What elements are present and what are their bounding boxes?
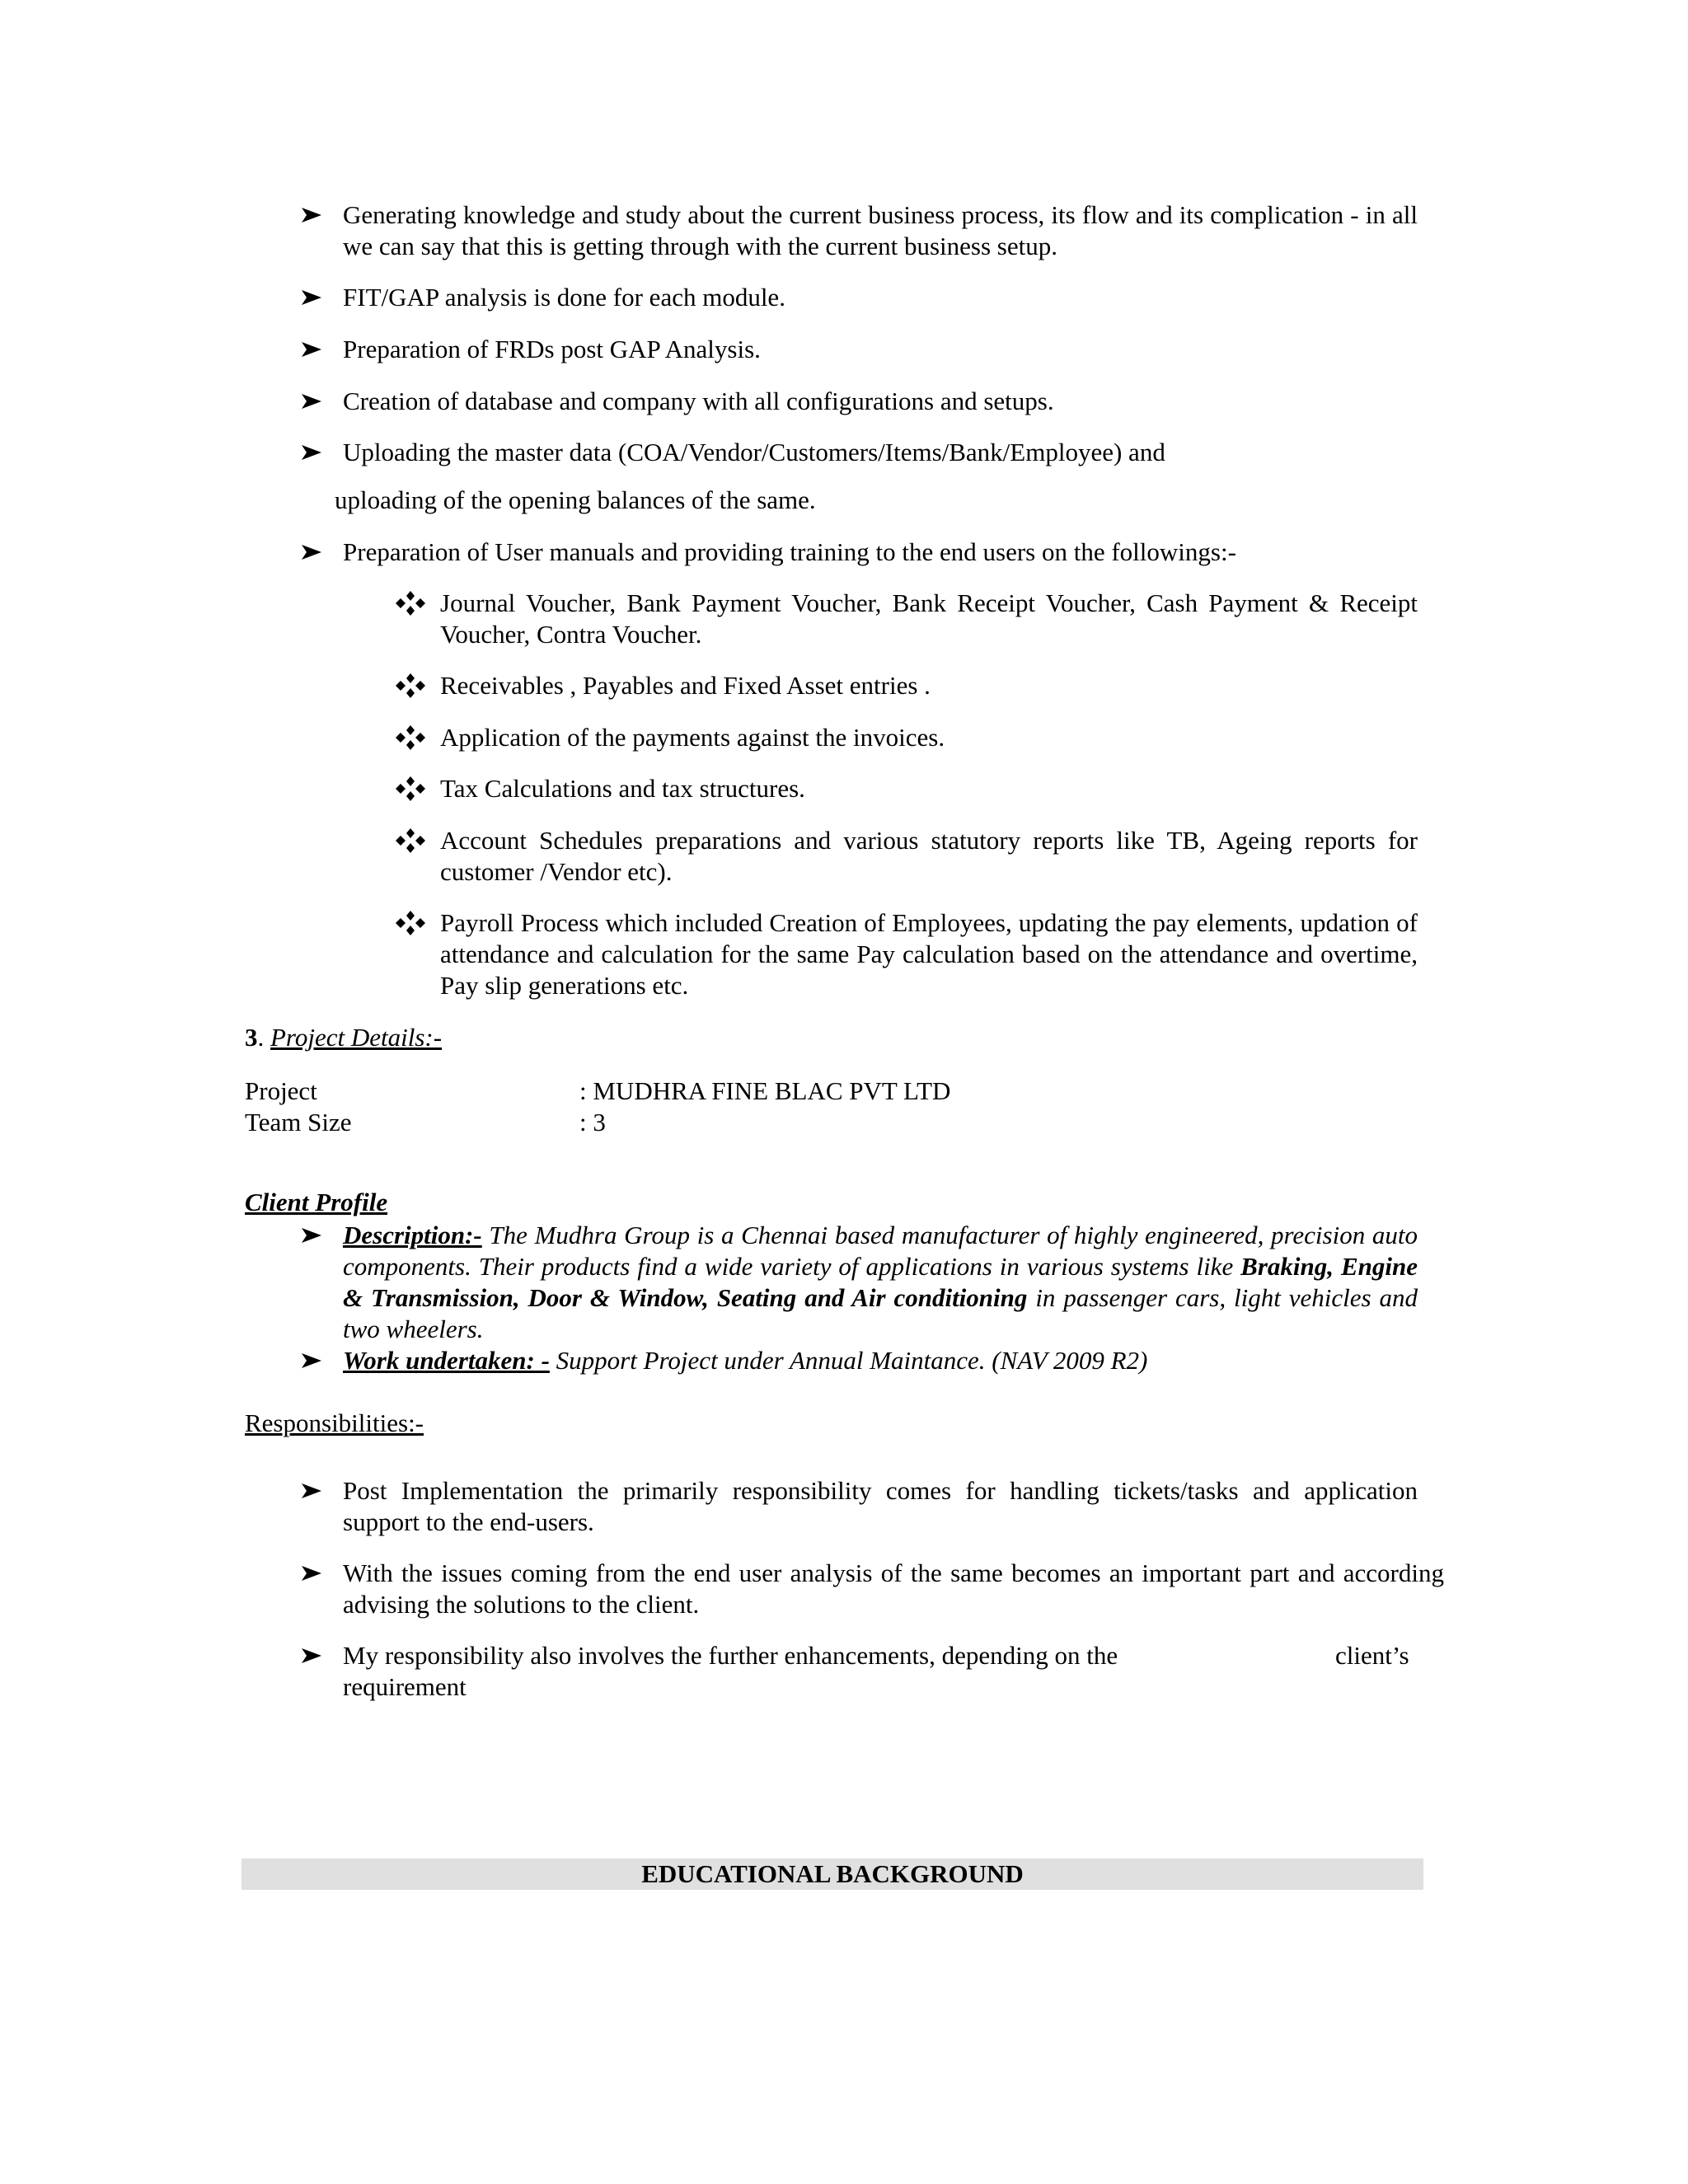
bullet-text: FIT/GAP analysis is done for each module. bbox=[343, 283, 785, 312]
arrow-bullet-icon bbox=[297, 437, 330, 468]
bullet-text: Uploading the master data (COA/Vendor/Customers/Items/Bank/Employee) and bbox=[343, 438, 1165, 466]
arrow-bullet-icon bbox=[297, 537, 330, 568]
bullet-text: Creation of database and company with all configurations and setups. bbox=[343, 387, 1054, 415]
bullet-item bbox=[297, 282, 1418, 313]
sub-bullet-item bbox=[394, 907, 1418, 1001]
diamond-bullet-icon bbox=[394, 907, 427, 939]
section-number: 3 bbox=[245, 1023, 258, 1052]
arrow-bullet-icon bbox=[297, 1345, 330, 1376]
diamond-bullet-icon bbox=[394, 670, 427, 701]
bullet-item bbox=[297, 334, 1418, 365]
responsibility-text: Post Implementation the primarily responsibility comes for handling tickets/tasks and application support to the end-users. bbox=[343, 1476, 1418, 1536]
bullet-item bbox=[297, 537, 1418, 568]
bullet-text: Generating knowledge and study about the current business process, its flow and its complication - in all we can say that this is getting through with the current business setup. bbox=[343, 200, 1418, 260]
responsibility-item bbox=[297, 1475, 1418, 1538]
responsibility-text: My responsibility also involves the further enhancements, depending on the bbox=[343, 1641, 1118, 1670]
client-word: client’s bbox=[1335, 1641, 1409, 1670]
responsibility-item bbox=[297, 1640, 1418, 1671]
arrow-bullet-icon bbox=[297, 386, 330, 417]
bullet-item bbox=[297, 437, 1418, 468]
sub-bullet-item bbox=[394, 825, 1418, 888]
work-undertaken-item bbox=[297, 1345, 1418, 1376]
sub-bullet-item bbox=[394, 773, 1418, 804]
client-description-item bbox=[297, 1220, 1418, 1345]
arrow-bullet-icon bbox=[297, 1640, 330, 1671]
arrow-bullet-icon bbox=[297, 1220, 330, 1251]
description-label: Description:- bbox=[343, 1221, 482, 1249]
responsibilities-heading: Responsibilities:- bbox=[245, 1408, 424, 1437]
arrow-bullet-icon bbox=[297, 334, 330, 365]
bullet-item bbox=[297, 386, 1418, 417]
diamond-bullet-icon bbox=[394, 825, 427, 856]
education-heading-bar: EDUCATIONAL BACKGROUND bbox=[241, 1858, 1423, 1890]
sub-bullet-text: Journal Voucher, Bank Payment Voucher, Bank Receipt Voucher, Cash Payment & Receipt Voucher, Contra Voucher. bbox=[440, 588, 1418, 649]
sub-bullet-text: Application of the payments against the invoices. bbox=[440, 723, 945, 752]
arrow-bullet-icon bbox=[297, 1475, 330, 1507]
sub-bullet-text: Payroll Process which included Creation of Employees, updating the pay elements, updation of attendance and calculation for the same Pay calculation based on the attendance and overtime, Pay slip generations etc. bbox=[440, 908, 1418, 1000]
sub-bullet-text: Tax Calculations and tax structures. bbox=[440, 774, 805, 803]
client-profile-heading: Client Profile bbox=[245, 1188, 388, 1216]
project-value: : MUDHRA FINE BLAC PVT LTD bbox=[579, 1076, 951, 1105]
bullet-text: Preparation of FRDs post GAP Analysis. bbox=[343, 335, 761, 363]
diamond-bullet-icon bbox=[394, 588, 427, 619]
description-text: The Mudhra Group is a Chennai based manufacturer of highly engineered, precision auto components. Their products find a wide variety of applications in various systems like bbox=[343, 1221, 1418, 1281]
diamond-bullet-icon bbox=[394, 722, 427, 753]
sub-bullet-item bbox=[394, 588, 1418, 650]
description-bold-text: Braking, Engine & Transmission, Door & Window, Seating and Air conditioning bbox=[343, 1252, 1418, 1312]
project-section-heading: 3. Project Details:- bbox=[245, 1023, 443, 1052]
responsibility-continuation: requirement bbox=[343, 1672, 467, 1701]
sub-bullet-text: Account Schedules preparations and various statutory reports like TB, Ageing reports for customer /Vendor etc). bbox=[440, 826, 1418, 886]
arrow-bullet-icon bbox=[297, 199, 330, 231]
responsibility-text: With the issues coming from the end user analysis of the same becomes an important part and according advising the solutions to the client. bbox=[343, 1558, 1444, 1619]
work-separator: : - bbox=[526, 1346, 550, 1375]
section-title: Project Details:- bbox=[270, 1023, 443, 1052]
team-size-value: : 3 bbox=[579, 1108, 606, 1137]
description-text-end: in passenger cars, light vehicles and two wheelers. bbox=[343, 1283, 1418, 1343]
bullet-text: Preparation of User manuals and providing training to the end users on the followings:- bbox=[343, 537, 1236, 566]
diamond-bullet-icon bbox=[394, 773, 427, 804]
sub-bullet-item bbox=[394, 670, 1418, 701]
bullet-item bbox=[297, 199, 1418, 262]
client-description bbox=[343, 1220, 1418, 1345]
arrow-bullet-icon bbox=[297, 282, 330, 313]
work-undertaken bbox=[343, 1345, 1418, 1376]
sub-bullet-text: Receivables , Payables and Fixed Asset entries . bbox=[440, 671, 931, 700]
project-label: Project bbox=[245, 1076, 317, 1105]
bullet-continuation: uploading of the opening balances of the same. bbox=[335, 485, 816, 514]
responsibility-item bbox=[297, 1558, 1444, 1620]
work-label: Work undertaken bbox=[343, 1346, 527, 1375]
arrow-bullet-icon bbox=[297, 1558, 330, 1589]
sub-bullet-item bbox=[394, 722, 1418, 753]
team-size-label: Team Size bbox=[245, 1108, 352, 1137]
work-text: Support Project under Annual Maintance. (NAV 2009 R2) bbox=[549, 1346, 1148, 1375]
